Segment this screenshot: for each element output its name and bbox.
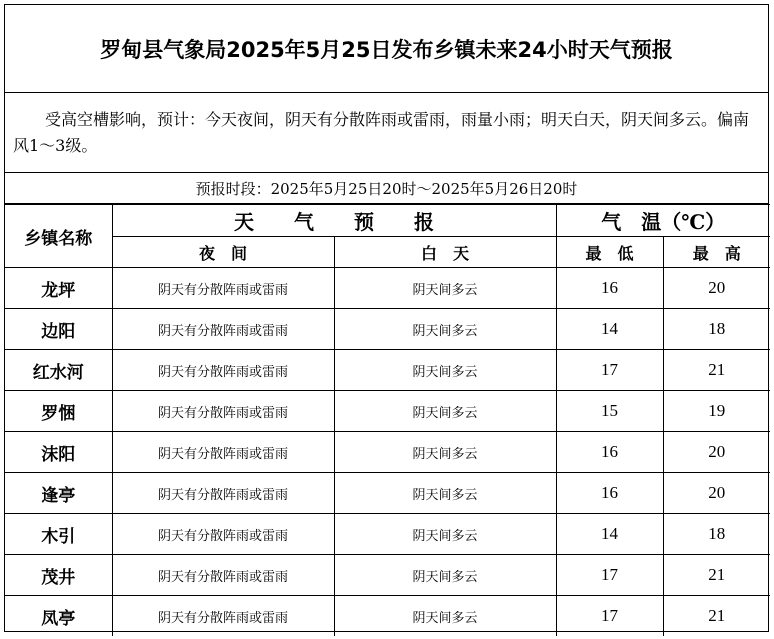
min-temperature: 17: [556, 350, 663, 391]
forecast-summary: 受高空槽影响，预计：今天夜间，阴天有分散阵雨或雷雨，雨量小雨；明天白天，阴天间多云。偏南风1～3级。: [5, 93, 768, 173]
town-name: 沫阳: [5, 432, 112, 473]
town-name: 茂井: [5, 555, 112, 596]
table-row: [5, 555, 770, 596]
max-temperature: 20: [663, 473, 770, 514]
night-weather: 阴天有分散阵雨或雷雨: [112, 514, 334, 555]
header-temperature: 气 温（℃）: [556, 205, 770, 237]
night-weather: 阴天有分散阵雨或雷雨: [112, 596, 334, 637]
town-name: 龙坪: [5, 268, 112, 309]
night-weather: 阴天有分散阵雨或雷雨: [112, 268, 334, 309]
forecast-period: 预报时段：2025年5月25日20时～2025年5月26日20时: [5, 173, 768, 204]
header-town: 乡镇名称: [5, 205, 112, 268]
min-temperature: 16: [556, 473, 663, 514]
max-temperature: 21: [663, 555, 770, 596]
min-temperature: 16: [556, 432, 663, 473]
forecast-table: [5, 204, 770, 636]
night-weather: 阴天有分散阵雨或雷雨: [112, 555, 334, 596]
town-name: 罗悃: [5, 391, 112, 432]
day-weather: 阴天间多云: [334, 268, 556, 309]
town-name: 红水河: [5, 350, 112, 391]
min-temperature: 15: [556, 391, 663, 432]
town-name: 凤亭: [5, 596, 112, 637]
table-row: [5, 391, 770, 432]
table-row: [5, 432, 770, 473]
header-min: 最 低: [556, 237, 663, 268]
day-weather: 阴天间多云: [334, 514, 556, 555]
max-temperature: 18: [663, 514, 770, 555]
header-night: 夜 间: [112, 237, 334, 268]
table-row: [5, 596, 770, 637]
day-weather: 阴天间多云: [334, 596, 556, 637]
document-title: 罗甸县气象局2025年5月25日发布乡镇未来24小时天气预报: [5, 5, 768, 93]
table-row: [5, 268, 770, 309]
night-weather: 阴天有分散阵雨或雷雨: [112, 432, 334, 473]
header-max: 最 高: [663, 237, 770, 268]
min-temperature: 16: [556, 268, 663, 309]
max-temperature: 20: [663, 432, 770, 473]
day-weather: 阴天间多云: [334, 391, 556, 432]
town-name: 边阳: [5, 309, 112, 350]
night-weather: 阴天有分散阵雨或雷雨: [112, 473, 334, 514]
day-weather: 阴天间多云: [334, 309, 556, 350]
night-weather: 阴天有分散阵雨或雷雨: [112, 309, 334, 350]
night-weather: 阴天有分散阵雨或雷雨: [112, 350, 334, 391]
max-temperature: 20: [663, 268, 770, 309]
header-weather: 天 气 预 报: [112, 205, 556, 237]
table-row: [5, 514, 770, 555]
max-temperature: 19: [663, 391, 770, 432]
max-temperature: 18: [663, 309, 770, 350]
table-row: [5, 309, 770, 350]
min-temperature: 14: [556, 309, 663, 350]
min-temperature: 14: [556, 514, 663, 555]
table-row: [5, 350, 770, 391]
table-row: [5, 473, 770, 514]
town-name: 逢亭: [5, 473, 112, 514]
day-weather: 阴天间多云: [334, 555, 556, 596]
header-day: 白 天: [334, 237, 556, 268]
day-weather: 阴天间多云: [334, 350, 556, 391]
max-temperature: 21: [663, 350, 770, 391]
day-weather: 阴天间多云: [334, 473, 556, 514]
town-name: 木引: [5, 514, 112, 555]
min-temperature: 17: [556, 555, 663, 596]
forecast-document: [4, 4, 769, 632]
day-weather: 阴天间多云: [334, 432, 556, 473]
night-weather: 阴天有分散阵雨或雷雨: [112, 391, 334, 432]
min-temperature: 17: [556, 596, 663, 637]
max-temperature: 21: [663, 596, 770, 637]
